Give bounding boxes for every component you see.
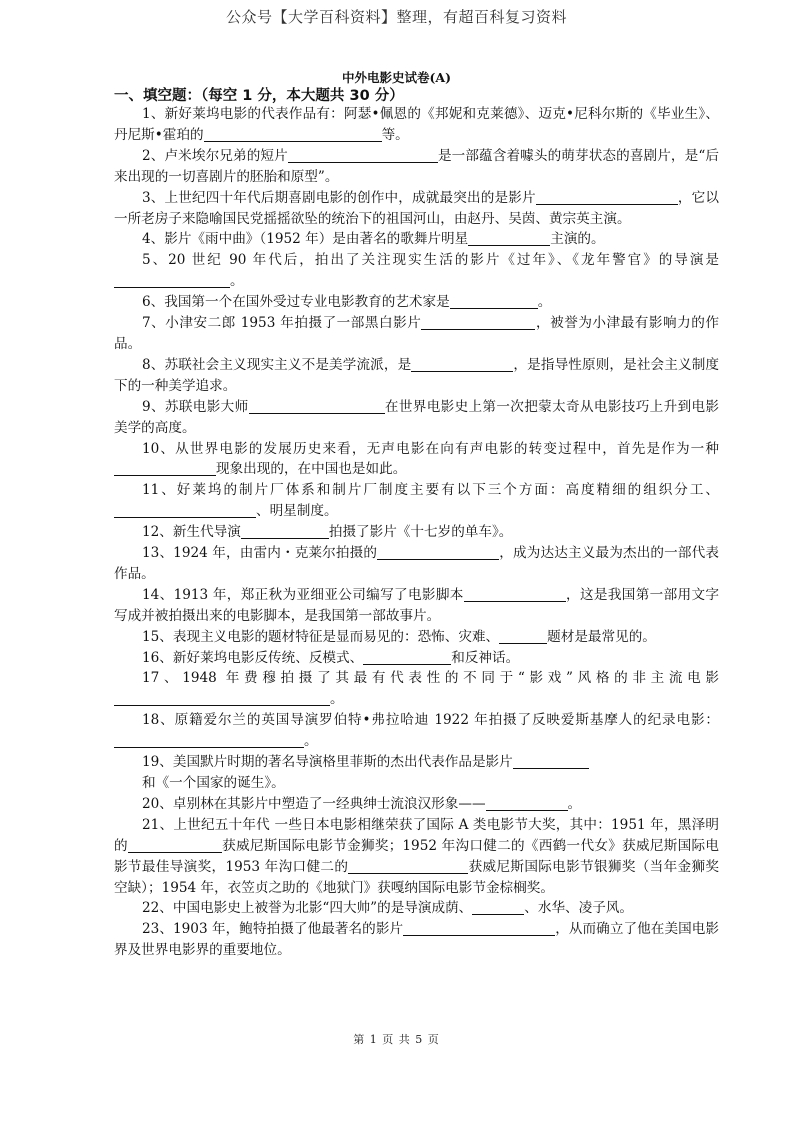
question-text: 3、上世纪四十年代后期喜剧电影的创作中，成就最突出的是影片 [142, 189, 536, 206]
answer-blank[interactable] [114, 273, 230, 288]
question-11 [114, 480, 719, 522]
question-text: 现象出现的，在中国也是如此。 [216, 461, 407, 478]
question-text: 9、苏联电影大师 [142, 398, 249, 415]
question-text: ，这是我国第一部用文字写成并被拍摄出来的电影脚本，是我国第一部故事片。 [114, 586, 720, 624]
question-text: ，被誉为小津最有影响力的作品。 [114, 315, 720, 352]
answer-blank[interactable] [377, 545, 499, 560]
question-text: 10、从世界电影的发展历史来看，无声电影在向有声电影的转变过程中，首先是作为一种 [142, 440, 719, 457]
question-7 [114, 313, 719, 355]
answer-blank[interactable] [536, 190, 678, 205]
answer-blank[interactable] [288, 148, 438, 163]
answer-blank[interactable] [421, 315, 535, 330]
question-4 [114, 229, 719, 250]
page-footer: 第 1 页 共 5 页 [353, 1033, 440, 1046]
question-text: 拍摄了影片《十七岁的单车》。 [328, 524, 513, 541]
question-16 [114, 648, 719, 669]
question-17 [114, 668, 719, 710]
question-text: ，从而确立了他在美国电影界及世界电影界的重要地位。 [114, 921, 720, 959]
question-21 [114, 815, 719, 899]
question-text: 。 [304, 733, 318, 750]
question-15 [114, 627, 719, 648]
question-text: 2、卢米埃尔兄弟的短片 [142, 147, 288, 164]
question-23 [114, 919, 719, 961]
answer-blank[interactable] [128, 838, 222, 853]
question-text: ，它以一所老房子来隐喻国民党摇摇欲坠的统治下的祖国河山，由赵丹、吴茵、黄宗英主演。 [114, 189, 719, 227]
question-22 [114, 898, 719, 919]
question-text: 等。 [381, 126, 409, 143]
question-text: 15、表现主义电影的题材特征是显而易见的：恐怖、灾难、 [142, 628, 500, 645]
question-text: 23、1903 年，鲍特拍摄了他最著名的影片 [142, 921, 404, 938]
question-text: ，成为达达主义最为杰出的一部代表作品。 [114, 545, 719, 582]
question-2 [114, 146, 719, 188]
question-12 [114, 522, 719, 543]
exam-title: 中外电影史试卷(A) [341, 70, 452, 85]
question-text: 22、中国电影史上被誉为北影“四大帅”的是导演成荫、 [142, 900, 473, 917]
question-5 [114, 250, 719, 292]
question-text: 在世界电影史上第一次把蒙太奇从电影技巧上升到电影美学的高度。 [114, 398, 719, 436]
answer-blank[interactable] [450, 294, 538, 309]
answer-blank[interactable] [114, 461, 216, 476]
answer-blank[interactable] [486, 796, 568, 811]
answer-blank[interactable] [363, 650, 451, 665]
question-text: 4、影片《雨中曲》（1952 年）是由著名的歌舞片明星 [142, 231, 469, 248]
watermark: 公众号【大学百科资料】整理，有超百科复习资料 [225, 8, 567, 26]
answer-blank[interactable] [472, 900, 524, 915]
question-continuation: 和《一个国家的诞生》。 [142, 775, 285, 791]
question-text: 1、新好莱坞电影的代表作品有：阿瑟•佩恩的《邦妮和克莱德》、迈克•尼科尔斯的《毕业生》、丹尼斯•霍珀的 [114, 106, 719, 143]
question-18 [114, 710, 719, 752]
answer-blank[interactable] [411, 357, 513, 372]
question-13 [114, 543, 719, 585]
question-text: 20、卓别林在其影片中塑造了一经典绅士流浪汉形象—— [142, 795, 486, 812]
answer-blank[interactable] [348, 859, 468, 874]
question-1 [114, 104, 719, 146]
question-text: 、明星制度。 [256, 503, 338, 520]
question-text: 是一部蕴含着噱头的萌芽状态的喜剧片，是“后来出现的一切喜剧片的胚胎和原型”。 [114, 147, 719, 185]
answer-blank[interactable] [249, 399, 385, 414]
question-8 [114, 355, 719, 397]
question-text: 主演的。 [550, 231, 605, 248]
answer-blank[interactable] [464, 587, 566, 602]
answer-blank[interactable] [403, 921, 555, 936]
question-text: 。 [537, 294, 552, 311]
question-text: 12、新生代导演 [142, 524, 241, 541]
question-9 [114, 397, 719, 439]
question-text: 题材是最常见的。 [547, 628, 656, 645]
question-10 [114, 439, 719, 481]
question-14 [114, 585, 719, 627]
question-text: 。 [230, 273, 244, 290]
question-text: 13、1924 年，由雷内・克莱尔拍摄的 [142, 545, 378, 562]
question-text: 5、20 世纪 90 年代后，拍出了关注现实生活的影片《过年》、《龙年警官》的导演是 [142, 252, 719, 269]
question-text: 获威尼斯国际电影节银狮奖（当年金狮奖空缺）；1954 年，衣笠贞之助的《地狱门》获嘎纳国际电影节金棕榈奖。 [114, 858, 719, 896]
answer-blank[interactable] [114, 733, 304, 748]
answer-blank[interactable] [114, 691, 330, 706]
question-text: 。 [567, 795, 582, 812]
question-list [114, 104, 719, 961]
question-text: 8、苏联社会主义现实主义不是美学流派，是 [142, 356, 412, 373]
question-text: 21、上世纪五十年代 一些日本电影相继荣获了国际 A 类电影节大奖，其中：1951 年，黑泽明的 [114, 816, 719, 854]
question-text: 7、小津安二郎 1953 年拍摄了一部黑白影片 [142, 315, 422, 332]
question-text: 17、1948 年费穆拍摄了其最有代表性的不同于“影戏”风格的非主流电影 [142, 670, 719, 687]
question-text: 、水华、凌子风。 [524, 900, 634, 917]
answer-blank[interactable] [499, 629, 547, 644]
answer-blank[interactable] [114, 503, 256, 518]
question-text: 11、好莱坞的制片厂体系和制片厂制度主要有以下三个方面：高度精细的组织分工、 [142, 482, 719, 499]
question-6 [114, 292, 719, 313]
question-text: 18、原籍爱尔兰的英国导演罗伯特•弗拉哈迪 1922 年拍摄了反映爱斯基摩人的纪录电影： [142, 712, 719, 729]
question-text: 6、我国第一个在国外受过专业电影教育的艺术家是 [142, 294, 450, 311]
question-text: 19、美国默片时期的著名导演格里菲斯的杰出代表作品是影片 [142, 754, 513, 771]
answer-blank[interactable] [513, 754, 589, 769]
section-heading: 一、填空题：（每空 1 分，本大题共 30 分） [114, 88, 404, 104]
question-text: 获威尼斯国际电影节金狮奖；1952 年沟口健二的《西鹤一代女》获威尼斯国际电影节最佳导演奖，1953 年沟口健二的 [114, 837, 719, 875]
answer-blank[interactable] [241, 524, 329, 539]
answer-blank[interactable] [204, 127, 382, 142]
question-20 [114, 794, 719, 815]
question-text: 和反神话。 [451, 649, 520, 666]
question-text: 。 [330, 691, 344, 708]
question-text: 16、新好莱坞电影反传统、反模式、 [142, 649, 364, 666]
question-19 [114, 752, 719, 773]
question-3 [114, 188, 719, 230]
question-text: ，是指导性原则，是社会主义制度下的一种美学追求。 [114, 356, 719, 394]
question-text: 14、1913 年，郑正秋为亚细亚公司编写了电影脚本 [142, 586, 464, 603]
answer-blank[interactable] [468, 231, 550, 246]
